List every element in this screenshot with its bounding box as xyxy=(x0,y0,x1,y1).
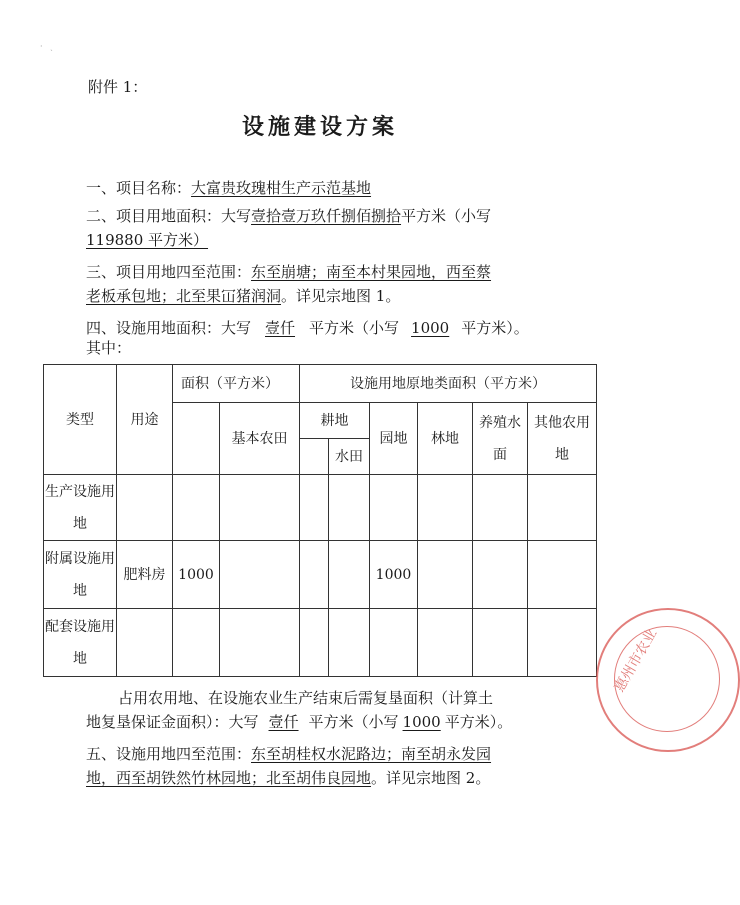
cell xyxy=(418,475,473,541)
scan-specks: · ˎ xyxy=(40,42,53,51)
cell xyxy=(220,475,300,541)
header-arable-blank xyxy=(300,439,329,475)
header-use: 用途 xyxy=(117,365,173,475)
cell xyxy=(300,475,329,541)
cell xyxy=(370,609,418,677)
row-type: 配套设施用地 xyxy=(44,609,117,677)
cell xyxy=(418,541,473,609)
facility-area-upper: 壹仟 xyxy=(265,319,296,337)
cell xyxy=(473,541,528,609)
reclamation-line2 xyxy=(86,712,512,732)
header-forest: 林地 xyxy=(418,403,473,475)
project-boundary-line1: 东至崩塘；南至本村果园地，西至蔡 xyxy=(251,263,492,281)
row-garden: 1000 xyxy=(370,541,418,609)
section-facility-area xyxy=(86,318,529,338)
facility-area-label: 四、设施用地面积：大写 xyxy=(86,319,252,337)
header-area: 面积（平方米） xyxy=(173,365,300,403)
facility-area-unit1: 平方米（小写 xyxy=(309,319,400,337)
cell xyxy=(117,609,173,677)
official-seal xyxy=(596,608,740,752)
row-type: 生产设施用地 xyxy=(44,475,117,541)
header-original-land: 设施用地原地类面积（平方米） xyxy=(300,365,597,403)
facility-land-table xyxy=(43,364,597,677)
facility-boundary-line1: 东至胡桂权水泥路边；南至胡永发园 xyxy=(251,745,492,763)
header-basic-farmland: 基本农田 xyxy=(220,403,300,475)
cell xyxy=(220,609,300,677)
section-project-boundary xyxy=(86,262,491,282)
document-title: 设施建设方案 xyxy=(241,114,398,140)
reclamation-label: 地复垦保证金面积）：大写 xyxy=(86,713,259,731)
cell xyxy=(473,475,528,541)
table-row xyxy=(44,541,597,609)
cell xyxy=(300,541,329,609)
section-project-name xyxy=(86,178,371,198)
cell xyxy=(117,475,173,541)
header-type: 类型 xyxy=(44,365,117,475)
section-facility-boundary-cont xyxy=(86,768,490,788)
cell xyxy=(220,541,300,609)
header-garden: 园地 xyxy=(370,403,418,475)
reclamation-upper: 壹仟 xyxy=(268,713,299,731)
row-type: 附属设施用地 xyxy=(44,541,117,609)
cell xyxy=(528,475,597,541)
row-area: 1000 xyxy=(173,541,220,609)
reclamation-unit1: 平方米（小写 xyxy=(308,713,399,731)
header-paddy: 水田 xyxy=(329,439,370,475)
cell xyxy=(173,609,220,677)
cell xyxy=(528,541,597,609)
table-row xyxy=(44,475,597,541)
section-facility-area-cont: 其中： xyxy=(86,339,132,357)
section-project-area-cont xyxy=(86,230,208,250)
project-boundary-suffix: 。详见宗地图 1。 xyxy=(281,287,401,305)
table-row xyxy=(44,609,597,677)
reclamation-lower: 1000 xyxy=(402,713,441,731)
project-area-unit: 平方米（小写 xyxy=(401,207,492,225)
row-use: 肥料房 xyxy=(117,541,173,609)
official-seal-text: 惠州市农业 xyxy=(611,626,661,695)
project-name-value: 大富贵玫瑰柑生产示范基地 xyxy=(191,179,372,197)
facility-area-unit2: 平方米）。 xyxy=(461,319,529,337)
project-area-lower: 119880 平方米） xyxy=(86,231,209,249)
facility-boundary-suffix: 。详见宗地图 2。 xyxy=(371,769,491,787)
facility-boundary-line2: 地，西至胡铁然竹林园地；北至胡伟良园地 xyxy=(86,769,372,787)
cell xyxy=(473,609,528,677)
facility-boundary-label: 五、设施用地四至范围： xyxy=(86,745,252,763)
section-facility-boundary xyxy=(86,744,491,764)
project-boundary-line2: 老板承包地；北至果冚猪润洞 xyxy=(86,287,282,305)
cell xyxy=(173,475,220,541)
header-other-farmland: 其他农用地 xyxy=(528,403,597,475)
project-name-label: 一、项目名称： xyxy=(86,179,192,197)
cell xyxy=(329,475,370,541)
cell xyxy=(329,541,370,609)
section-project-boundary-cont xyxy=(86,286,400,306)
header-area-blank xyxy=(173,403,220,475)
attachment-label: 附件 1： xyxy=(88,78,148,96)
cell xyxy=(528,609,597,677)
reclamation-line1: 占用农用地、在设施农业生产结束后需复垦面积（计算土 xyxy=(118,689,494,707)
section-project-area xyxy=(86,206,491,226)
header-arable: 耕地 xyxy=(300,403,370,439)
facility-area-lower: 1000 xyxy=(411,319,450,337)
header-aquaculture: 养殖水面 xyxy=(473,403,528,475)
cell xyxy=(418,609,473,677)
project-area-upper: 壹拾壹万玖仟捌佰捌拾 xyxy=(251,207,402,225)
cell xyxy=(370,475,418,541)
project-area-label: 二、项目用地面积：大写 xyxy=(86,207,252,225)
cell xyxy=(329,609,370,677)
project-boundary-label: 三、项目用地四至范围： xyxy=(86,263,252,281)
reclamation-unit2: 平方米）。 xyxy=(444,713,513,731)
cell xyxy=(300,609,329,677)
